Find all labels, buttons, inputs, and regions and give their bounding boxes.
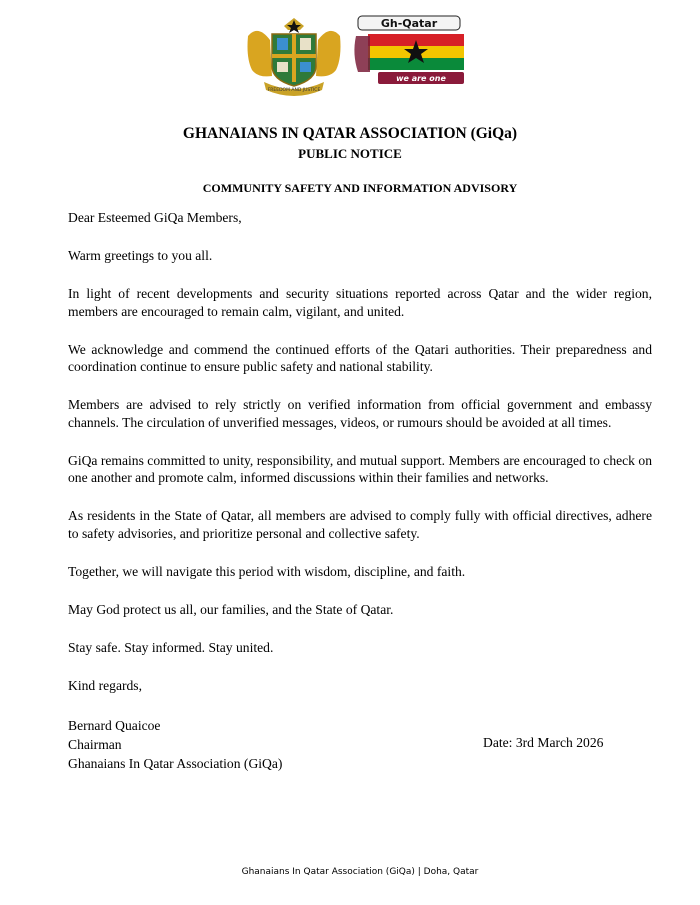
svg-text:we are one: we are one [396, 74, 446, 83]
paragraph: Stay safe. Stay informed. Stay united. [68, 639, 274, 655]
salutation: Dear Esteemed GiQa Members, [68, 210, 242, 225]
paragraph: May God protect us all, our families, and the State of Qatar. [68, 601, 394, 617]
gh-qatar-logo [348, 14, 474, 94]
paragraph: As residents in the State of Qatar, all members are advised to comply fully with official directives, adhere to safety advisories, and prioritize personal and collective safety. [68, 508, 652, 541]
signatory-role: Chairman [68, 737, 122, 752]
signature-block [68, 716, 282, 773]
paragraph: Members are advised to rely strictly on verified information from official government and embassy channels. The circulation of unverified messages, videos, or rumours should be avoided at all times. [68, 397, 652, 430]
signatory-name: Bernard Quaicoe [68, 718, 161, 733]
notice-label: PUBLIC NOTICE [298, 146, 402, 161]
signatory-organization: Ghanaians In Qatar Association (GiQa) [68, 756, 283, 771]
greeting: Warm greetings to you all. [68, 248, 213, 263]
paragraph: We acknowledge and commend the continued efforts of the Qatari authorities. Their preparedness and coordination continue to ensure public safety and national stability. [68, 341, 652, 374]
paragraph: Together, we will navigate this period with wisdom, discipline, and faith. [68, 563, 466, 579]
organization-title: GHANAIANS IN QATAR ASSOCIATION (GiQa) [182, 125, 518, 142]
svg-text:FREEDOM AND JUSTICE: FREEDOM AND JUSTICE [267, 88, 321, 93]
closing: Kind regards, [68, 677, 142, 693]
notice-date: Date: 3rd March 2026 [483, 735, 604, 750]
header-logos [244, 14, 474, 94]
paragraph: In light of recent developments and security situations reported across Qatar and the wider region, members are encouraged to remain calm, vigilant, and united. [68, 286, 652, 319]
svg-text:Gh-Qatar: Gh-Qatar [380, 17, 438, 30]
paragraph: GiQa remains committed to unity, responsibility, and mutual support. Members are encouraged to check on one another and promote calm, informed discussions within their families and networks. [68, 452, 652, 485]
page-footer: Ghanaians In Qatar Association (GiQa) | Doha, Qatar [241, 867, 479, 877]
advisory-heading: COMMUNITY SAFETY AND INFORMATION ADVISORY [202, 181, 518, 195]
notice-body [68, 209, 652, 715]
ghana-coat-of-arms-logo [244, 16, 344, 96]
